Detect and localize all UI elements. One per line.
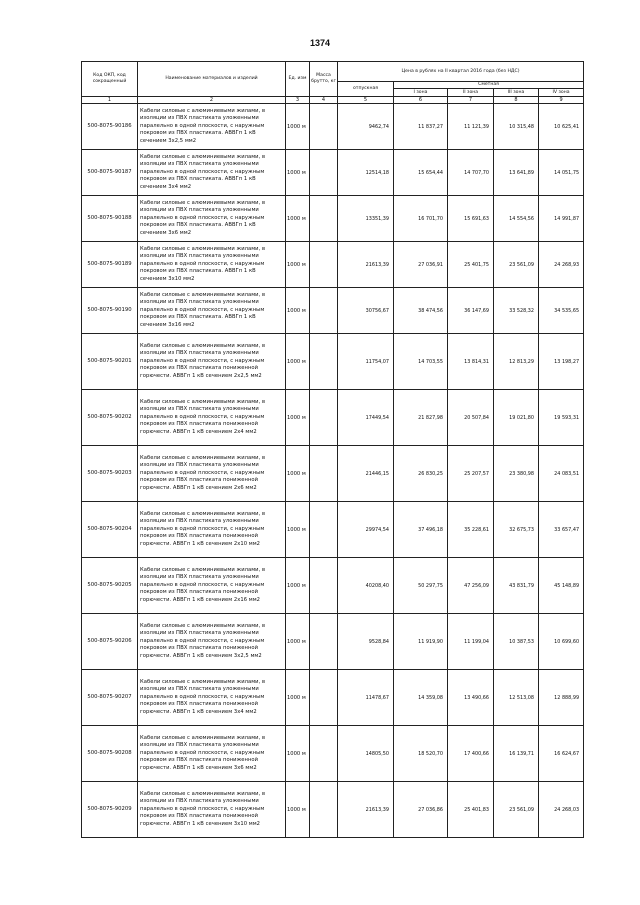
zone-1-price: 26 830,25 — [394, 446, 448, 502]
zone-3-price: 23 561,09 — [494, 782, 539, 838]
zone-4-price: 16 624,67 — [539, 726, 584, 782]
table-row — [82, 726, 584, 782]
zone-4-price: 24 083,51 — [539, 446, 584, 502]
release-price: 9462,74 — [338, 104, 394, 150]
zone-4-price: 12 888,99 — [539, 670, 584, 726]
header-name: Наименование материалов и изделий — [138, 62, 286, 97]
column-number: 6 — [394, 97, 448, 104]
zone-1-price: 14 359,08 — [394, 670, 448, 726]
unit-of-measure: 1000 м — [286, 446, 310, 502]
header-price-group: Цена в рублях на II квартал 2016 года (без НДС) — [338, 62, 584, 82]
column-number: 4 — [310, 97, 338, 104]
product-code: 500-8075-90208 — [82, 726, 138, 782]
product-code: 500-8075-90202 — [82, 390, 138, 446]
product-name: Кабели силовые с алюминиевыми жилами, в изоляции из ПВХ пластиката уложенными паралельно в одной плоскости, с наружным покровом из ПВХ пластиката пониженной горючести. АВВГп 1 кВ сечением 3х2,5 мм2 — [138, 614, 286, 670]
zone-2-price: 36 147,69 — [448, 288, 494, 334]
column-number: 3 — [286, 97, 310, 104]
zone-1-price: 14 703,55 — [394, 334, 448, 390]
header-code: Код ОКП, код сокращенный — [82, 62, 138, 97]
release-price: 9528,84 — [338, 614, 394, 670]
zone-4-price: 24 268,93 — [539, 242, 584, 288]
unit-of-measure: 1000 м — [286, 502, 310, 558]
zone-4-price: 19 593,31 — [539, 390, 584, 446]
zone-1-price: 18 520,70 — [394, 726, 448, 782]
zone-1-price: 38 474,56 — [394, 288, 448, 334]
zone-3-price: 10 387,53 — [494, 614, 539, 670]
gross-mass — [310, 558, 338, 614]
zone-2-price: 13 490,66 — [448, 670, 494, 726]
unit-of-measure: 1000 м — [286, 242, 310, 288]
table-row — [82, 242, 584, 288]
unit-of-measure: 1000 м — [286, 726, 310, 782]
zone-3-price: 12 813,29 — [494, 334, 539, 390]
product-code: 500-8075-90207 — [82, 670, 138, 726]
zone-3-price: 13 641,89 — [494, 150, 539, 196]
unit-of-measure: 1000 м — [286, 104, 310, 150]
release-price: 14805,50 — [338, 726, 394, 782]
table-row — [82, 446, 584, 502]
table-row — [82, 150, 584, 196]
unit-of-measure: 1000 м — [286, 782, 310, 838]
table-row — [82, 334, 584, 390]
zone-3-price: 43 831,79 — [494, 558, 539, 614]
release-price: 11754,07 — [338, 334, 394, 390]
zone-3-price: 23 380,98 — [494, 446, 539, 502]
gross-mass — [310, 446, 338, 502]
zone-4-price: 33 657,47 — [539, 502, 584, 558]
release-price: 21446,15 — [338, 446, 394, 502]
unit-of-measure: 1000 м — [286, 150, 310, 196]
zone-2-price: 13 814,31 — [448, 334, 494, 390]
zone-1-price: 16 701,70 — [394, 196, 448, 242]
gross-mass — [310, 104, 338, 150]
zone-2-price: 17 400,66 — [448, 726, 494, 782]
table-row — [82, 502, 584, 558]
gross-mass — [310, 334, 338, 390]
product-name: Кабели силовые с алюминиевыми жилами, в изоляции из ПВХ пластиката уложенными паралельно в одной плоскости, с наружным покровом из ПВХ пластиката. АВВГп 1 кВ сечением 3х4 мм2 — [138, 150, 286, 196]
product-name: Кабели силовые с алюминиевыми жилами, в изоляции из ПВХ пластиката уложенными паралельно в одной плоскости, с наружным покровом из ПВХ пластиката. АВВГп 1 кВ сечением 3х16 мм2 — [138, 288, 286, 334]
header-mass: Масса брутто, кг — [310, 62, 338, 97]
unit-of-measure: 1000 м — [286, 334, 310, 390]
unit-of-measure: 1000 м — [286, 670, 310, 726]
zone-2-price: 47 256,09 — [448, 558, 494, 614]
zone-3-price: 14 554,56 — [494, 196, 539, 242]
gross-mass — [310, 502, 338, 558]
zone-1-price: 37 496,18 — [394, 502, 448, 558]
zone-2-price: 20 507,84 — [448, 390, 494, 446]
product-name: Кабели силовые с алюминиевыми жилами, в изоляции из ПВХ пластиката уложенными паралельно в одной плоскости, с наружным покровом из ПВХ пластиката пониженной горючести. АВВГп 1 кВ сечением 2х16 мм2 — [138, 558, 286, 614]
column-number: 1 — [82, 97, 138, 104]
gross-mass — [310, 782, 338, 838]
header-zone-3: III зона — [494, 89, 539, 97]
unit-of-measure: 1000 м — [286, 558, 310, 614]
product-code: 500-8075-90189 — [82, 242, 138, 288]
product-name: Кабели силовые с алюминиевыми жилами, в изоляции из ПВХ пластиката уложенными паралельно в одной плоскости, с наружным покровом из ПВХ пластиката. АВВГп 1 кВ сечением 3х10 мм2 — [138, 242, 286, 288]
zone-2-price: 35 228,61 — [448, 502, 494, 558]
header-zone-4: IV зона — [539, 89, 584, 97]
column-number: 2 — [138, 97, 286, 104]
product-name: Кабели силовые с алюминиевыми жилами, в изоляции из ПВХ пластиката уложенными паралельно в одной плоскости, с наружным покровом из ПВХ пластиката. АВВГп 1 кВ сечением 3х2,5 мм2 — [138, 104, 286, 150]
zone-4-price: 13 198,27 — [539, 334, 584, 390]
unit-of-measure: 1000 м — [286, 196, 310, 242]
gross-mass — [310, 670, 338, 726]
zone-3-price: 33 528,32 — [494, 288, 539, 334]
gross-mass — [310, 242, 338, 288]
table-row — [82, 670, 584, 726]
release-price: 13351,39 — [338, 196, 394, 242]
zone-3-price: 12 513,08 — [494, 670, 539, 726]
zone-1-price: 27 036,91 — [394, 242, 448, 288]
zone-3-price: 10 315,48 — [494, 104, 539, 150]
zone-3-price: 23 561,09 — [494, 242, 539, 288]
column-number: 9 — [539, 97, 584, 104]
gross-mass — [310, 390, 338, 446]
release-price: 40208,40 — [338, 558, 394, 614]
unit-of-measure: 1000 м — [286, 390, 310, 446]
product-name: Кабели силовые с алюминиевыми жилами, в изоляции из ПВХ пластиката уложенными паралельно в одной плоскости, с наружным покровом из ПВХ пластиката пониженной горючести. АВВГп 1 кВ сечением 2х4 мм2 — [138, 390, 286, 446]
release-price: 30756,67 — [338, 288, 394, 334]
table-row — [82, 104, 584, 150]
table-row — [82, 782, 584, 838]
zone-3-price: 16 139,71 — [494, 726, 539, 782]
column-number: 5 — [338, 97, 394, 104]
product-name: Кабели силовые с алюминиевыми жилами, в изоляции из ПВХ пластиката уложенными паралельно в одной плоскости, с наружным покровом из ПВХ пластиката пониженной горючести. АВВГп 1 кВ сечением 2х2,5 мм2 — [138, 334, 286, 390]
zone-1-price: 11 919,90 — [394, 614, 448, 670]
table-row — [82, 288, 584, 334]
product-name: Кабели силовые с алюминиевыми жилами, в изоляции из ПВХ пластиката уложенными паралельно в одной плоскости, с наружным покровом из ПВХ пластиката пониженной горючести. АВВГп 1 кВ сечением 2х6 мм2 — [138, 446, 286, 502]
zone-2-price: 15 691,63 — [448, 196, 494, 242]
unit-of-measure: 1000 м — [286, 614, 310, 670]
zone-2-price: 25 207,57 — [448, 446, 494, 502]
release-price: 21613,39 — [338, 782, 394, 838]
zone-1-price: 50 297,75 — [394, 558, 448, 614]
product-code: 500-8075-90186 — [82, 104, 138, 150]
product-code: 500-8075-90209 — [82, 782, 138, 838]
table-row — [82, 614, 584, 670]
zone-2-price: 25 401,75 — [448, 242, 494, 288]
zone-3-price: 32 675,73 — [494, 502, 539, 558]
header-release-price: отпускная — [338, 82, 394, 97]
page-number: 1374 — [309, 38, 331, 48]
release-price: 21613,39 — [338, 242, 394, 288]
table-row — [82, 558, 584, 614]
gross-mass — [310, 288, 338, 334]
product-name: Кабели силовые с алюминиевыми жилами, в изоляции из ПВХ пластиката уложенными паралельно в одной плоскости, с наружным покровом из ПВХ пластиката пониженной горючести. АВВГп 1 кВ сечением 3х6 мм2 — [138, 726, 286, 782]
zone-1-price: 21 827,98 — [394, 390, 448, 446]
product-code: 500-8075-90187 — [82, 150, 138, 196]
zone-4-price: 34 535,65 — [539, 288, 584, 334]
release-price: 11478,67 — [338, 670, 394, 726]
header-zone-2: II зона — [448, 89, 494, 97]
table-row — [82, 196, 584, 242]
product-code: 500-8075-90206 — [82, 614, 138, 670]
zone-2-price: 11 199,04 — [448, 614, 494, 670]
product-name: Кабели силовые с алюминиевыми жилами, в изоляции из ПВХ пластиката уложенными паралельно в одной плоскости, с наружным покровом из ПВХ пластиката. АВВГп 1 кВ сечением 3х6 мм2 — [138, 196, 286, 242]
zone-3-price: 19 021,80 — [494, 390, 539, 446]
zone-2-price: 14 707,70 — [448, 150, 494, 196]
gross-mass — [310, 726, 338, 782]
release-price: 17449,54 — [338, 390, 394, 446]
release-price: 29974,54 — [338, 502, 394, 558]
product-name: Кабели силовые с алюминиевыми жилами, в изоляции из ПВХ пластиката уложенными паралельно в одной плоскости, с наружным покровом из ПВХ пластиката пониженной горючести. АВВГп 1 кВ сечением 2х10 мм2 — [138, 502, 286, 558]
product-code: 500-8075-90190 — [82, 288, 138, 334]
product-code: 500-8075-90204 — [82, 502, 138, 558]
column-number: 7 — [448, 97, 494, 104]
gross-mass — [310, 614, 338, 670]
zone-2-price: 25 401,83 — [448, 782, 494, 838]
zone-2-price: 11 121,39 — [448, 104, 494, 150]
product-code: 500-8075-90188 — [82, 196, 138, 242]
zone-1-price: 27 036,86 — [394, 782, 448, 838]
price-table — [81, 61, 584, 838]
gross-mass — [310, 150, 338, 196]
table-row — [82, 390, 584, 446]
zone-4-price: 10 625,41 — [539, 104, 584, 150]
zone-4-price: 10 699,60 — [539, 614, 584, 670]
product-name: Кабели силовые с алюминиевыми жилами, в изоляции из ПВХ пластиката уложенными паралельно в одной плоскости, с наружным покровом из ПВХ пластиката пониженной горючести. АВВГп 1 кВ сечением 3х4 мм2 — [138, 670, 286, 726]
zone-1-price: 15 654,44 — [394, 150, 448, 196]
header-zone-1: I зона — [394, 89, 448, 97]
column-number: 8 — [494, 97, 539, 104]
column-number-row — [82, 97, 584, 104]
product-name: Кабели силовые с алюминиевыми жилами, в изоляции из ПВХ пластиката уложенными паралельно в одной плоскости, с наружным покровом из ПВХ пластиката пониженной горючести. АВВГп 1 кВ сечением 3х10 мм2 — [138, 782, 286, 838]
product-code: 500-8075-90205 — [82, 558, 138, 614]
header-estimate-price: Сметная — [394, 82, 584, 89]
zone-4-price: 45 148,89 — [539, 558, 584, 614]
header-unit: Ед. изм — [286, 62, 310, 97]
zone-4-price: 14 051,75 — [539, 150, 584, 196]
zone-1-price: 11 837,27 — [394, 104, 448, 150]
zone-4-price: 14 991,87 — [539, 196, 584, 242]
unit-of-measure: 1000 м — [286, 288, 310, 334]
release-price: 12514,18 — [338, 150, 394, 196]
product-code: 500-8075-90201 — [82, 334, 138, 390]
gross-mass — [310, 196, 338, 242]
product-code: 500-8075-90203 — [82, 446, 138, 502]
zone-4-price: 24 268,03 — [539, 782, 584, 838]
